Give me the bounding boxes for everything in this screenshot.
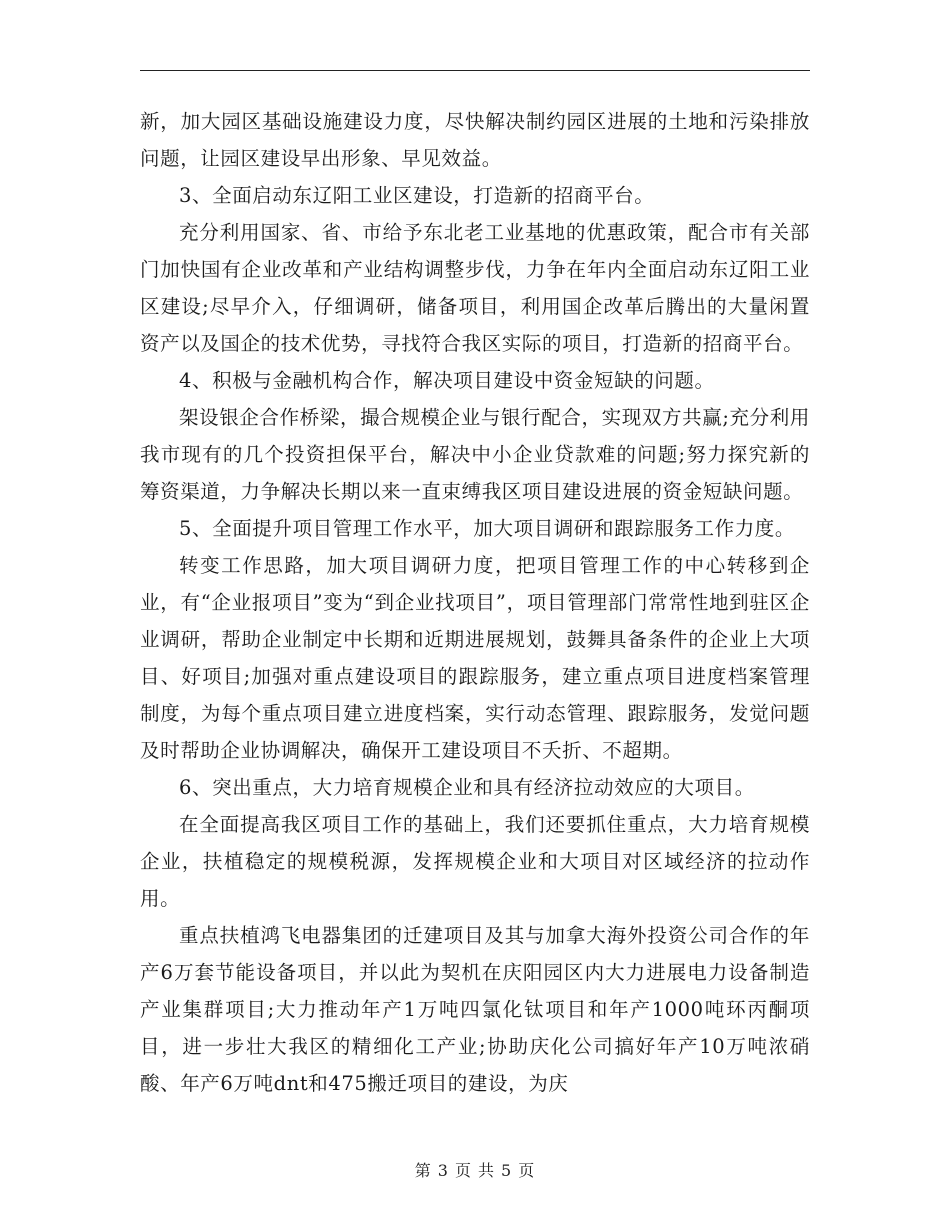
paragraph-6a: 在全面提高我区项目工作的基础上，我们还要抓住重点，大力培育规模企业，扶植稳定的规模税源，发挥规模企业和大项目对区域经济的拉动作用。 [140, 813, 810, 910]
paragraph-3: 充分利用国家、省、市给予东北老工业基地的优惠政策，配合市有关部门加快国有企业改革和产业结构调整步伐，力争在年内全面启动东辽阳工业区建设;尽早介入，仔细调研，储备项目，利用国企改革后腾出的大量闲置资产以及国企的技术优势，寻找符合我区实际的项目，打造新的招商平台。 [140, 221, 810, 355]
paragraph-5: 转变工作思路，加大项目调研力度，把项目管理工作的中心转移到企业，有“企业报项目”变为“到企业找项目”，项目管理部门常常性地到驻区企业调研，帮助企业制定中长期和近期进展规划，鼓舞具备条件的企业上大项目、好项目;加强对重点建设项目的跟踪服务，建立重点项目进度档案管理制度，为每个重点项目建立进度档案，实行动态管理、跟踪服务，发觉问题及时帮助企业协调解决，确保开工建设项目不夭折、不超期。 [140, 554, 810, 762]
heading-3: 3、全面启动东辽阳工业区建设，打造新的招商平台。 [179, 184, 655, 207]
paragraph-6b: 重点扶植鸿飞电器集团的迁建项目及其与加拿大海外投资公司合作的年产6万套节能设备项目，并以此为契机在庆阳园区内大力进展电力设备制造产业集群项目;大力推动年产1万吨四氯化钛项目和年产1000吨环丙酮项目，进一步壮大我区的精细化工产业;协助庆化公司搞好年产10万吨浓硝酸、年产6万吨dnt和475搬迁项目的建设，为庆 [140, 924, 810, 1095]
paragraph-1: 新，加大园区基础设施建设力度，尽快解决制约园区进展的土地和污染排放问题，让园区建设早出形象、早见效益。 [140, 110, 810, 170]
heading-6: 6、突出重点，大力培育规模企业和具有经济拉动效应的大项目。 [179, 776, 755, 799]
footer-current-page: 3 [437, 1161, 449, 1180]
header-rule [140, 70, 810, 71]
footer-total-unit: 页 [518, 1161, 536, 1180]
paragraph-4: 架设银企合作桥梁，撮合规模企业与银行配合，实现双方共赢;充分利用我市现有的几个投资担保平台，解决中小企业贷款难的问题;努力探究新的筹资渠道，力争解决长期以来一直束缚我区项目建设进展的资金短缺问题。 [140, 406, 810, 503]
footer-page-label: 第 [414, 1161, 432, 1180]
page-footer [0, 1158, 950, 1181]
heading-4: 4、积极与金融机构合作，解决项目建设中资金短缺的问题。 [179, 369, 715, 392]
footer-total-pages: 5 [501, 1161, 513, 1180]
heading-5: 5、全面提升项目管理工作水平，加大项目调研和跟踪服务工作力度。 [179, 517, 796, 540]
document-body [140, 103, 810, 1102]
footer-page-unit: 页 [454, 1161, 472, 1180]
footer-total-label: 共 [478, 1161, 496, 1180]
